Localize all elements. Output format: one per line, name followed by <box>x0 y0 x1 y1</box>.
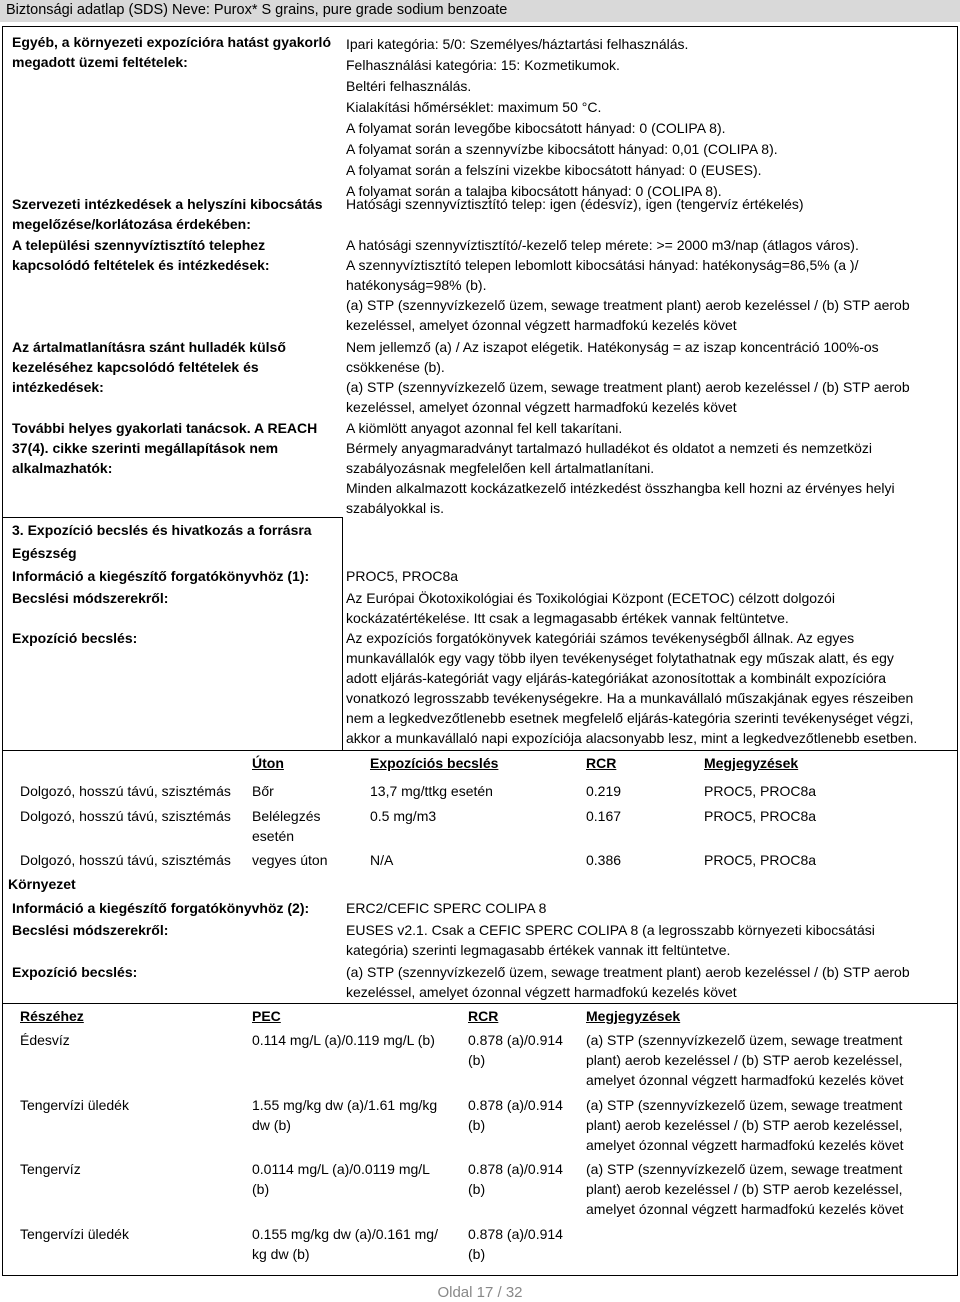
env-exposure-label: Expozíció becslés: <box>12 964 138 980</box>
etable-row-3-rcr-1: 0.878 (a)/0.914 <box>468 1161 563 1177</box>
htable-header-estimate: Expozíciós becslés <box>370 755 499 771</box>
s5-label-2: 37(4). cikke szerinti megállapítások nem <box>12 440 279 456</box>
s1-value-2: Felhasználási kategória: 15: Kozmetikumok. <box>346 57 620 73</box>
etable-row-4-name: Tengervízi üledék <box>20 1226 129 1242</box>
htable-row-1-estimate: 13,7 mg/ttkg esetén <box>370 783 493 799</box>
s3-value-2: A szennyvíztisztító telepen lebomlott kibocsátási hányad: hatékonyság=86,5% (a )/ <box>346 257 859 273</box>
etable-row-2-name: Tengervízi üledék <box>20 1097 129 1113</box>
s1-value-4: Kialakítási hőmérséklet: maximum 50 °C. <box>346 99 602 115</box>
etable-row-4-pec-1: 0.155 mg/kg dw (a)/0.161 mg/ <box>252 1226 438 1242</box>
env-method-line-2: kategória) szerinti legmagasabb értékek vannak itt feltüntetve. <box>346 942 731 958</box>
etable-header-pec: PEC <box>252 1008 281 1024</box>
env-exposure-line-1: (a) STP (szennyvízkezelő üzem, sewage treatment plant) aerob kezeléssel / (b) STP aerob <box>346 964 910 980</box>
etable-row-1-pec-1: 0.114 mg/L (a)/0.119 mg/L (b) <box>252 1032 435 1048</box>
health-exposure-line-2: munkavállalók egy vagy több ilyen tevékenységet folytathatnak egy műszak alatt, és egy <box>346 650 894 666</box>
htable-row-2-rcr: 0.167 <box>586 808 622 824</box>
etable-row-3-pec-1: 0.0114 mg/L (a)/0.0119 mg/L <box>252 1161 430 1177</box>
s2-value-1: Hatósági szennyvíztisztító telep: igen (édesvíz), igen (tengervíz értékelés) <box>346 196 804 212</box>
etable-header-notes: Megjegyzések <box>586 1008 681 1024</box>
htable-row-3-note: PROC5, PROC8a <box>704 852 817 868</box>
env-table-divider <box>2 1003 958 1004</box>
htable-header-rcr: RCR <box>586 755 617 771</box>
s4-label-3: intézkedések: <box>12 379 104 395</box>
health-exposure-label: Expozíció becslés: <box>12 630 138 646</box>
health-info-label: Információ a kiegészítő forgatókönyvhöz (1): <box>12 568 310 584</box>
health-exposure-line-3: adott eljárás-kategóriát vagy eljárás-kategóriákat azonosítottak a kombinált expozícióra <box>346 670 887 686</box>
health-exposure-line-5: nem a legkedvezőtlenebb esetnek megfelelő eljárás-kategória szerinti tevékenységet végzi, <box>346 710 914 726</box>
health-exposure-line-6: akkor a munkavállaló napi expozíciója alacsonyabb lesz, mint a legkedvezőtlenebb esetben. <box>346 730 918 746</box>
htable-row-1-note: PROC5, PROC8a <box>704 783 817 799</box>
etable-row-1-note-1: (a) STP (szennyvízkezelő üzem, sewage treatment <box>586 1032 903 1048</box>
etable-row-2-pec-2: dw (b) <box>252 1117 291 1133</box>
s5-value-3: szabályozásnak megfelelően kell ártalmatlanítani. <box>346 460 655 476</box>
etable-row-4-rcr-2: (b) <box>468 1246 486 1262</box>
s1-label-2: megadott üzemi feltételek: <box>12 54 188 70</box>
etable-row-1-rcr-1: 0.878 (a)/0.914 <box>468 1032 563 1048</box>
etable-row-1-name: Édesvíz <box>20 1032 70 1048</box>
etable-header-compartment: Részéhez <box>20 1008 84 1024</box>
s3-label-2: kapcsolódó feltételek és intézkedések: <box>12 257 270 273</box>
htable-row-1-rcr: 0.219 <box>586 783 622 799</box>
s3-label-1: A települési szennyvíztisztító telephez <box>12 237 266 253</box>
s1-value-1: Ipari kategória: 5/0: Személyes/háztartási felhasználás. <box>346 36 689 52</box>
etable-row-2-pec-1: 1.55 mg/kg dw (a)/1.61 mg/kg <box>252 1097 438 1113</box>
htable-row-2-name: Dolgozó, hosszú távú, szisztémás <box>20 808 231 824</box>
page-number: Oldal 17 / 32 <box>437 1284 523 1301</box>
s2-label-2: megelőzése/korlátozása érdekében: <box>12 216 251 232</box>
s5-value-1: A kiömlött anyagot azonnal fel kell takarítani. <box>346 420 623 436</box>
etable-row-3-note-2: plant) aerob kezeléssel / (b) STP aerob kezeléssel, <box>586 1181 903 1197</box>
health-info-value: PROC5, PROC8a <box>346 568 459 584</box>
htable-row-3-rcr: 0.386 <box>586 852 622 868</box>
s2-label-1: Szervezeti intézkedések a helyszíni kibocsátás <box>12 196 323 212</box>
s3-value-3: hatékonyság=98% (b). <box>346 277 487 293</box>
env-method-label: Becslési módszerekről: <box>12 922 169 938</box>
env-info-value: ERC2/CEFIC SPERC COLIPA 8 <box>346 900 547 916</box>
s1-value-8: A folyamat során a talajba kibocsátott hányad: 0 (COLIPA 8). <box>346 183 722 199</box>
htable-row-1-name: Dolgozó, hosszú távú, szisztémás <box>20 783 231 799</box>
health-exposure-line-4: vonatkozó legrosszabb tevékenységekre. Ha a munkavállaló műszakjának egyes részeiben <box>346 690 914 706</box>
etable-row-3-pec-2: (b) <box>252 1181 270 1197</box>
etable-row-3-name: Tengervíz <box>20 1161 81 1177</box>
etable-row-3-note-3: amelyet ózonnal végzett harmadfokú kezelés követ <box>586 1201 904 1217</box>
etable-row-3-rcr-2: (b) <box>468 1181 486 1197</box>
htable-row-2-route-2: esetén <box>252 828 295 844</box>
health-table-divider <box>2 750 958 751</box>
health-exposure-line-1: Az expozíciós forgatókönyvek kategóriái számos tevékenységből állnak. Az egyes <box>346 630 855 646</box>
s1-value-5: A folyamat során levegőbe kibocsátott hányad: 0 (COLIPA 8). <box>346 120 726 136</box>
health-method-line-1: Az Európai Ökotoxikológiai és Toxikológiai Központ (ECETOC) célzott dolgozói <box>346 590 835 606</box>
htable-header-route: Úton <box>252 755 284 771</box>
health-method-line-2: kockázatértékelése. Itt csak a legmagasabb értékek vannak feltüntetve. <box>346 610 789 626</box>
document-header <box>0 0 960 22</box>
section-3-vertical-rule <box>342 517 343 750</box>
etable-row-1-rcr-2: (b) <box>468 1052 486 1068</box>
htable-row-3-route: vegyes úton <box>252 852 328 868</box>
environment-heading: Környezet <box>8 876 76 892</box>
etable-row-1-note-2: plant) aerob kezeléssel / (b) STP aerob kezeléssel, <box>586 1052 903 1068</box>
etable-row-4-pec-2: kg dw (b) <box>252 1246 310 1262</box>
etable-row-2-rcr-1: 0.878 (a)/0.914 <box>468 1097 563 1113</box>
s3-value-1: A hatósági szennyvíztisztító/-kezelő telep mérete: >= 2000 m3/nap (átlagos város). <box>346 237 859 253</box>
section-3-divider <box>2 517 342 518</box>
etable-row-3-note-1: (a) STP (szennyvízkezelő üzem, sewage treatment <box>586 1161 903 1177</box>
s3-value-4: (a) STP (szennyvízkezelő üzem, sewage treatment plant) aerob kezeléssel / (b) STP aerob <box>346 297 910 313</box>
s5-label-1: További helyes gyakorlati tanácsok. A REACH <box>12 420 318 436</box>
htable-row-2-route-1: Belélegzés <box>252 808 321 824</box>
etable-row-2-note-1: (a) STP (szennyvízkezelő üzem, sewage treatment <box>586 1097 903 1113</box>
document-title: Biztonsági adatlap (SDS) Neve: Purox* S grains, pure grade sodium benzoate <box>6 2 508 18</box>
s5-label-3: alkalmazhatók: <box>12 460 113 476</box>
etable-header-rcr: RCR <box>468 1008 499 1024</box>
s1-value-6: A folyamat során a szennyvízbe kibocsátott hányad: 0,01 (COLIPA 8). <box>346 141 778 157</box>
htable-row-2-estimate: 0.5 mg/m3 <box>370 808 437 824</box>
s4-value-3: (a) STP (szennyvízkezelő üzem, sewage treatment plant) aerob kezeléssel / (b) STP aerob <box>346 379 910 395</box>
s4-value-2: csökkenése (b). <box>346 359 445 375</box>
s3-value-5: kezeléssel, amelyet ózonnal végzett harmadfokú kezelés követ <box>346 317 737 333</box>
etable-row-1-note-3: amelyet ózonnal végzett harmadfokú kezelés követ <box>586 1072 904 1088</box>
htable-row-1-route: Bőr <box>252 783 274 799</box>
s4-value-1: Nem jellemző (a) / Az iszapot elégetik. Hatékonyság = az iszap koncentráció 100%-os <box>346 339 879 355</box>
env-method-line-1: EUSES v2.1. Csak a CEFIC SPERC COLIPA 8 (a legrosszabb környezeti kibocsátási <box>346 922 875 938</box>
section-3-title: 3. Expozíció becslés és hivatkozás a forrásra <box>12 522 312 538</box>
s1-value-3: Beltéri felhasználás. <box>346 78 472 94</box>
htable-row-3-name: Dolgozó, hosszú távú, szisztémás <box>20 852 231 868</box>
etable-row-4-rcr-1: 0.878 (a)/0.914 <box>468 1226 563 1242</box>
s4-label-1: Az ártalmatlanításra szánt hulladék külső <box>12 339 286 355</box>
etable-row-2-note-3: amelyet ózonnal végzett harmadfokú kezelés követ <box>586 1137 904 1153</box>
htable-header-notes: Megjegyzések <box>704 755 799 771</box>
s5-value-5: szabályokkal is. <box>346 500 445 516</box>
htable-row-3-estimate: N/A <box>370 852 394 868</box>
s5-value-4: Minden alkalmazott kockázatkezelő intézkedést összhangba kell hozni az érvényes helyi <box>346 480 895 496</box>
s5-value-2: Bérmely anyagmaradványt tartalmazó hulladékot és oldatot a nemzeti és nemzetközi <box>346 440 873 456</box>
htable-row-2-note: PROC5, PROC8a <box>704 808 817 824</box>
s4-value-4: kezeléssel, amelyet ózonnal végzett harmadfokú kezelés követ <box>346 399 737 415</box>
s1-label-1: Egyéb, a környezeti expozícióra hatást gyakorló <box>12 34 331 50</box>
env-exposure-line-2: kezeléssel, amelyet ózonnal végzett harmadfokú kezelés követ <box>346 984 737 1000</box>
env-info-label: Információ a kiegészítő forgatókönyvhöz (2): <box>12 900 310 916</box>
health-heading: Egészség <box>12 545 77 561</box>
etable-row-2-rcr-2: (b) <box>468 1117 486 1133</box>
etable-row-2-note-2: plant) aerob kezeléssel / (b) STP aerob kezeléssel, <box>586 1117 903 1133</box>
health-method-label: Becslési módszerekről: <box>12 590 169 606</box>
s4-label-2: kezeléséhez kapcsolódó feltételek és <box>12 359 259 375</box>
s1-value-7: A folyamat során a felszíni vizekbe kibocsátott hányad: 0 (EUSES). <box>346 162 762 178</box>
